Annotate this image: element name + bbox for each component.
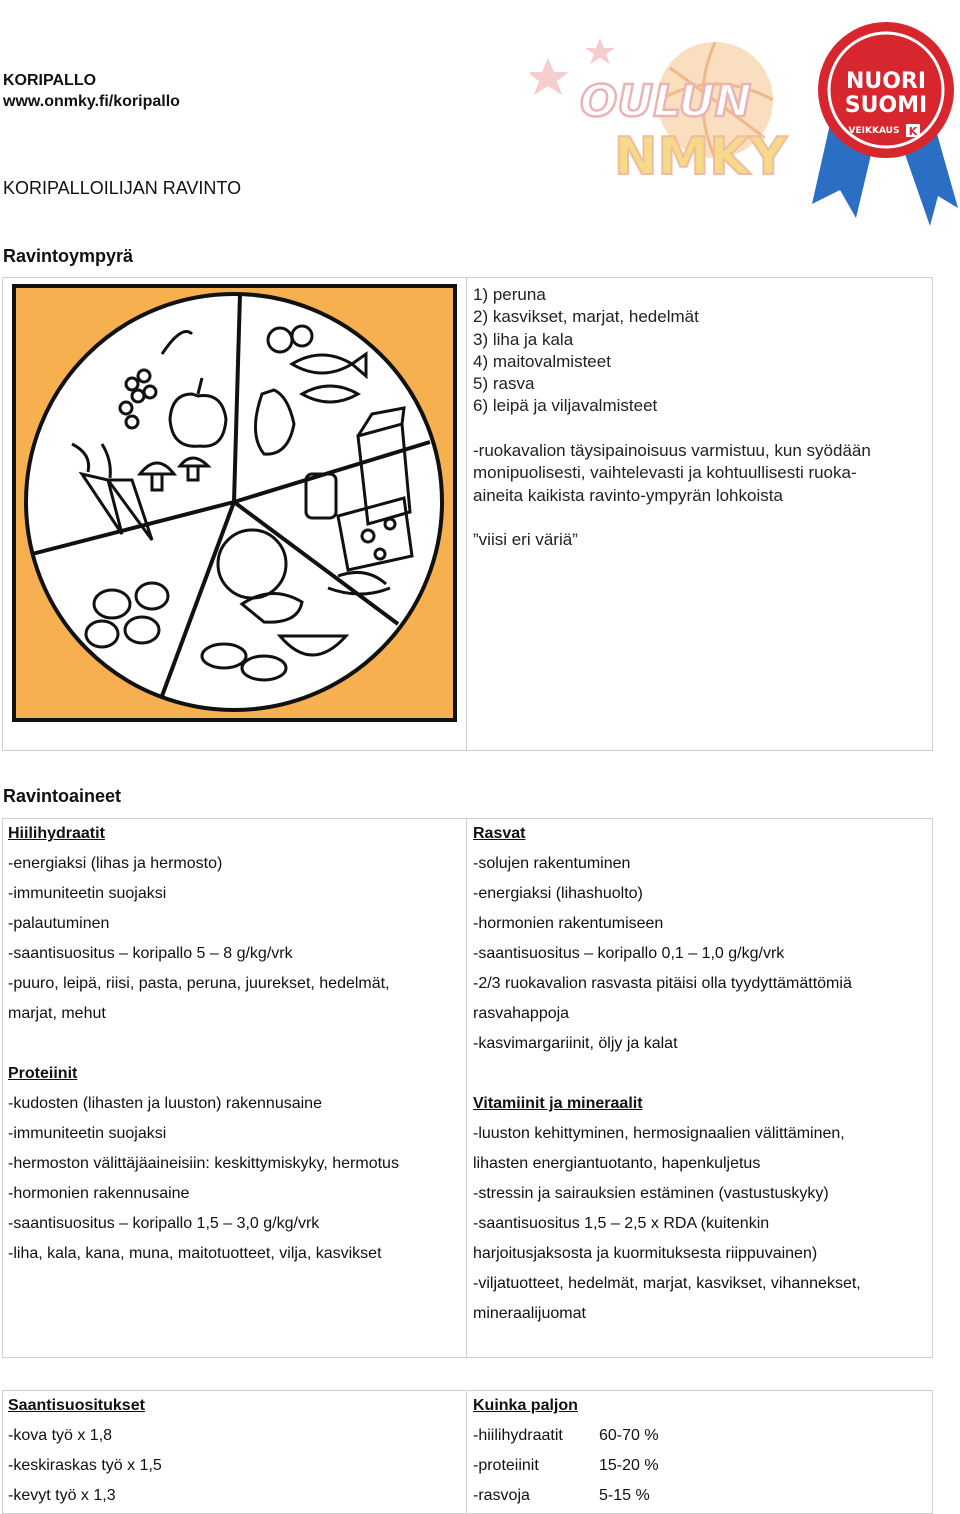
legend-item: 3) liha ja kala xyxy=(473,329,574,349)
recommend-line: -keskiraskas työ x 1,5 xyxy=(8,1457,162,1474)
protein-line: -hormonien rakennusaine xyxy=(8,1185,190,1202)
recommend-line: -kova työ x 1,8 xyxy=(8,1427,113,1444)
amount-value: 5-15 % xyxy=(599,1487,650,1504)
vitamins-line: -stressin ja sairauksien estäminen (vastustuskyky) xyxy=(473,1185,829,1202)
amount-row xyxy=(473,1481,659,1511)
legend-item: 2) kasvikset, marjat, hedelmät xyxy=(473,307,699,327)
fats-line: -hormonien rakentumiseen xyxy=(473,915,664,932)
page-title: KORIPALLOILIJAN RAVINTO xyxy=(3,178,242,198)
badge-veikkaus: VEIKKAUS xyxy=(848,126,900,136)
fats-line: rasvahappoja xyxy=(473,1005,570,1022)
badge-k: K xyxy=(908,125,918,138)
recommend-right-column xyxy=(473,1391,659,1511)
vitamins-line: -viljatuotteet, hedelmät, marjat, kasvikset, vihannekset, xyxy=(473,1275,861,1292)
nutrients-left-column xyxy=(8,819,399,1269)
protein-line: -saantisuositus – koripallo 1,5 – 3,0 g/kg/vrk xyxy=(8,1215,320,1232)
amount-row xyxy=(473,1421,659,1451)
fats-line: -2/3 ruokavalion rasvasta pitäisi olla tyydyttämättömiä xyxy=(473,975,852,992)
badge-suomi: SUOMI xyxy=(844,93,928,118)
protein-line: -kudosten (lihasten ja luuston) rakennusaine xyxy=(8,1095,322,1112)
carbs-title: Hiilihydraatit xyxy=(8,825,105,842)
recommend-line: -kevyt työ x 1,3 xyxy=(8,1487,116,1504)
description-line: monipuolisesti, vaihtelevasti ja kohtuullisesti ruoka- xyxy=(473,463,857,483)
club-url[interactable]: www.onmky.fi/koripallo xyxy=(3,93,180,110)
carbs-line: -puuro, leipä, riisi, pasta, peruna, juurekset, hedelmät, xyxy=(8,975,390,992)
amount-value: 60-70 % xyxy=(599,1427,659,1444)
vitamins-line: -luuston kehittyminen, hermosignaalien välittäminen, xyxy=(473,1125,845,1142)
amount-row xyxy=(473,1451,659,1481)
fats-line: -saantisuositus – koripallo 0,1 – 1,0 g/kg/vrk xyxy=(473,945,785,962)
protein-line: -immuniteetin suojaksi xyxy=(8,1125,167,1142)
carbs-line: -energiaksi (lihas ja hermosto) xyxy=(8,855,223,872)
legend-item: 1) peruna xyxy=(473,285,546,304)
amount-title: Kuinka paljon xyxy=(473,1397,578,1414)
nutrients-right-column xyxy=(473,819,861,1329)
quote: ”viisi eri väriä” xyxy=(473,530,578,550)
legend-item: 6) leipä ja viljavalmisteet xyxy=(473,396,658,416)
amount-value: 15-20 % xyxy=(599,1457,659,1474)
vitamins-line: -saantisuositus 1,5 – 2,5 x RDA (kuitenkin xyxy=(473,1215,770,1232)
carbs-line: -immuniteetin suojaksi xyxy=(8,885,167,902)
logo-nmky-text: NMKY xyxy=(614,127,788,187)
badge-nuori: NUORI xyxy=(845,69,927,94)
vitamins-title: Vitamiinit ja mineraalit xyxy=(473,1095,643,1112)
legend-item: 5) rasva xyxy=(473,374,535,394)
description-line: -ruokavalion täysipainoisuus varmistuu, kun syödään xyxy=(473,441,871,461)
amount-label: -hiilihydraatit xyxy=(473,1427,563,1444)
recommend-left-column xyxy=(8,1391,162,1511)
food-circle-illustration xyxy=(12,284,457,722)
carbs-line: -saantisuositus – koripallo 5 – 8 g/kg/vrk xyxy=(8,945,293,962)
vitamins-line: lihasten energiantuotanto, hapenkuljetus xyxy=(473,1155,761,1172)
fats-line: -solujen rakentuminen xyxy=(473,855,631,872)
logo-oulun-text: OULUN xyxy=(580,76,752,127)
carbs-line: -palautuminen xyxy=(8,915,110,932)
fats-title: Rasvat xyxy=(473,825,526,842)
carbs-line: marjat, mehut xyxy=(8,1005,106,1022)
fats-line: -energiaksi (lihashuolto) xyxy=(473,885,643,902)
circle-heading: Ravintoympyrä xyxy=(3,246,134,266)
legend-item: 4) maitovalmisteet xyxy=(473,351,611,371)
description-line: aineita kaikista ravinto-ympyrän lohkoista xyxy=(473,485,783,505)
protein-line: -hermoston välittäjäaineisiin: keskittymiskyky, hermotus xyxy=(8,1155,399,1172)
circle-legend xyxy=(473,284,923,552)
sport-name: KORIPALLO xyxy=(3,72,97,89)
nutrients-heading: Ravintoaineet xyxy=(3,786,122,806)
oulun-nmky-logo xyxy=(530,28,800,188)
vitamins-line: mineraalijuomat xyxy=(473,1305,586,1322)
vitamins-line: harjoitusjaksosta ja kuormituksesta riippuvainen) xyxy=(473,1245,818,1262)
protein-line: -liha, kala, kana, muna, maitotuotteet, vilja, kasvikset xyxy=(8,1245,382,1262)
nuori-suomi-badge xyxy=(812,4,960,240)
protein-title: Proteiinit xyxy=(8,1065,78,1082)
amount-label: -proteiinit xyxy=(473,1457,539,1474)
fats-line: -kasvimargariinit, öljy ja kalat xyxy=(473,1035,678,1052)
amount-label: -rasvoja xyxy=(473,1487,530,1504)
recommend-title: Saantisuositukset xyxy=(8,1397,145,1414)
